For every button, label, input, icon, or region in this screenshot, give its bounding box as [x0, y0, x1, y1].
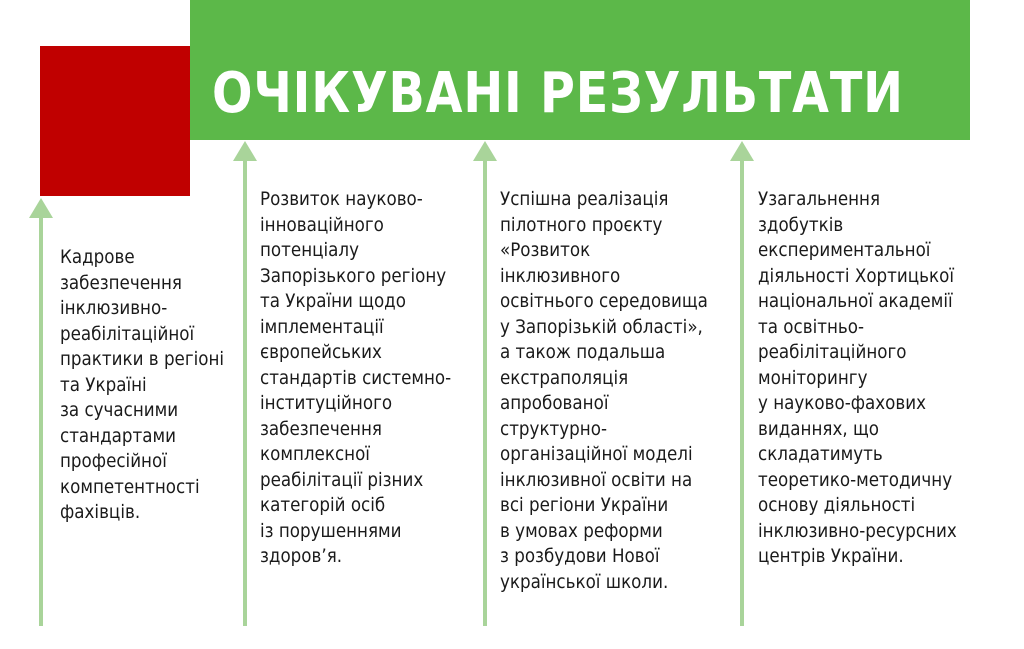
result-text-1: Кадрове забезпечення інклюзивно- реабілітаційної практики в регіоні та Україні за сучасними стандартами професійної компетентності фахівців.: [60, 246, 225, 523]
result-text-2: Розвиток науково- інноваційного потенціалу Запорізького регіону та України щодо імплементації європейських стандартів системно- інституційного забезпечення комплексної реабілітації різних категорій осіб із порушеннями здоров’я.: [260, 188, 452, 567]
arrow-up-icon: [29, 198, 53, 626]
red-accent-square: [40, 46, 190, 196]
result-text-4: Узагальнення здобутків експериментальної діяльності Хортицької національної академії та освітньо- реабілітаційного моніторингу у науково-фахових виданнях, що складатимуть теоретико-методичну основу діяльності інклюзивно-ресурсних центрів України.: [758, 188, 957, 567]
arrow-up-icon: [233, 141, 257, 626]
arrow-up-icon: [473, 141, 497, 626]
result-text-3: Успішна реалізація пілотного проєкту «Розвиток інклюзивного освітнього середовища у Запорізькій області», а також подальша екстраполяція апробованої структурно- організаційної моделі інклюзивної освіти на всі регіони України в умовах реформи з розбудови Нової української школи.: [500, 188, 708, 593]
page-title: ОЧІКУВАНІ РЕЗУЛЬТАТИ: [212, 61, 904, 126]
arrow-up-icon: [730, 141, 754, 626]
